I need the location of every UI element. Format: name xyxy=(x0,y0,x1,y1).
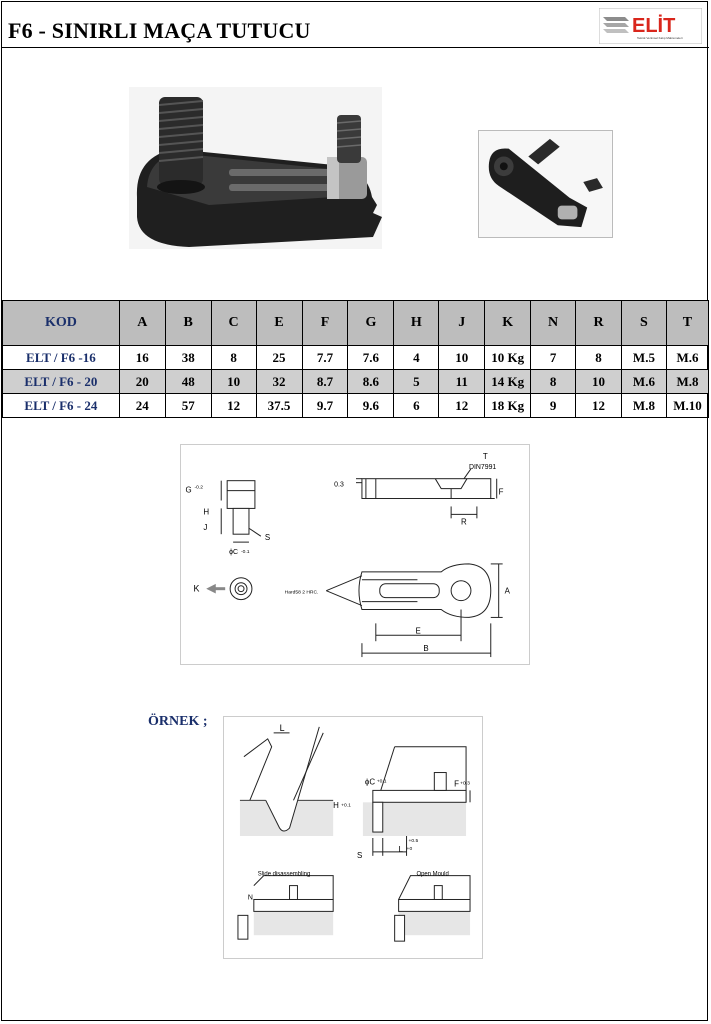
cell-j: 12 xyxy=(439,394,485,418)
dim-k: K xyxy=(193,583,200,594)
cell-g: 8.6 xyxy=(348,370,394,394)
cell-s: M.6 xyxy=(621,370,666,394)
ex-dim-f-tol: +0.3 xyxy=(460,781,470,787)
cell-j: 11 xyxy=(439,370,485,394)
col-header-a: A xyxy=(119,301,165,346)
dim-c-tol: -0.1 xyxy=(241,550,250,556)
cell-a: 20 xyxy=(119,370,165,394)
elit-logo xyxy=(599,8,702,44)
cell-f: 9.7 xyxy=(302,394,348,418)
cell-f: 7.7 xyxy=(302,346,348,370)
table-row xyxy=(3,394,709,418)
hardness-label: Hard58 2 HRC. xyxy=(284,590,319,596)
din-label: DIN7991 xyxy=(468,463,497,471)
col-header-h: H xyxy=(394,301,439,346)
logo-text: ELİT xyxy=(632,15,676,37)
cell-s: M.8 xyxy=(621,394,666,418)
cell-c: 12 xyxy=(211,394,256,418)
cell-n: 7 xyxy=(531,346,576,370)
cell-kod: ELT / F6 - 20 xyxy=(3,370,120,394)
technical-drawing xyxy=(180,444,530,665)
cell-f: 8.7 xyxy=(302,370,348,394)
ex-dim-c-tol: +0.1 xyxy=(376,779,387,785)
cell-g: 7.6 xyxy=(348,346,394,370)
dim-b: B xyxy=(423,644,429,654)
dim-r: R xyxy=(461,517,467,527)
ex-dim-h-tol: +0.1 xyxy=(341,803,351,809)
cell-b: 48 xyxy=(165,370,211,394)
ex-dim-h: H xyxy=(333,801,339,811)
logo-tagline: Teknik Verimsel Kalıp Malzemeleri xyxy=(637,36,683,40)
open-mould-label: Open Mould xyxy=(416,871,449,878)
cell-r: 8 xyxy=(576,346,622,370)
col-header-j: J xyxy=(439,301,485,346)
table-row xyxy=(3,346,709,370)
dim-t: T xyxy=(482,451,488,461)
dim-j: J xyxy=(203,523,208,533)
cell-e: 37.5 xyxy=(256,394,302,418)
dim-e: E xyxy=(415,626,421,636)
dim-g: G xyxy=(185,485,192,495)
cell-n: 9 xyxy=(531,394,576,418)
dim-c: ϕC xyxy=(229,549,239,557)
ex-dim-l: L xyxy=(279,722,285,733)
cell-n: 8 xyxy=(531,370,576,394)
dim-03: 0.3 xyxy=(334,481,344,489)
cell-b: 38 xyxy=(165,346,211,370)
dim-s: S xyxy=(264,533,271,543)
col-header-k: K xyxy=(485,301,531,346)
table-header-row xyxy=(3,301,709,346)
col-header-c: C xyxy=(211,301,256,346)
col-header-g: G xyxy=(348,301,394,346)
cell-c: 8 xyxy=(211,346,256,370)
col-header-kod: KOD xyxy=(3,301,120,346)
col-header-n: N xyxy=(531,301,576,346)
cell-a: 16 xyxy=(119,346,165,370)
col-header-e: E xyxy=(256,301,302,346)
cell-h: 4 xyxy=(394,346,439,370)
cell-s: M.5 xyxy=(621,346,666,370)
dim-f: F xyxy=(498,487,504,497)
col-header-s: S xyxy=(621,301,666,346)
cell-t: M.10 xyxy=(666,394,708,418)
ex-dim-c: ϕC xyxy=(364,777,376,787)
cell-r: 10 xyxy=(576,370,622,394)
ex-dim-l2: L xyxy=(398,844,404,854)
table-row xyxy=(3,370,709,394)
dim-a: A xyxy=(504,586,510,596)
cell-h: 5 xyxy=(394,370,439,394)
ex-dim-n: N xyxy=(247,894,253,902)
cell-kod: ELT / F6 -16 xyxy=(3,346,120,370)
col-header-t: T xyxy=(666,301,708,346)
spec-table xyxy=(2,300,709,418)
cell-kod: ELT / F6 - 24 xyxy=(3,394,120,418)
dim-h: H xyxy=(203,507,210,517)
cell-g: 9.6 xyxy=(348,394,394,418)
page-header xyxy=(2,2,709,48)
ex-dim-l2-tol-top: +0.5 xyxy=(408,838,419,844)
cell-h: 6 xyxy=(394,394,439,418)
product-photo-main xyxy=(129,87,382,249)
example-label: ÖRNEK ; xyxy=(148,714,208,729)
cell-c: 10 xyxy=(211,370,256,394)
col-header-f: F xyxy=(302,301,348,346)
example-drawing xyxy=(223,716,483,959)
slide-label: Slide disassembling xyxy=(257,871,311,878)
product-photo-small xyxy=(478,130,613,238)
ex-dim-l2-tol-bot: +0 xyxy=(406,846,413,852)
cell-a: 24 xyxy=(119,394,165,418)
cell-j: 10 xyxy=(439,346,485,370)
cell-k: 14 Kg xyxy=(485,370,531,394)
cell-t: M.6 xyxy=(666,346,708,370)
dim-g-tol: -0.2 xyxy=(194,485,203,491)
ex-dim-s: S xyxy=(356,850,363,860)
cell-k: 10 Kg xyxy=(485,346,531,370)
page-frame xyxy=(1,1,708,1021)
cell-e: 32 xyxy=(256,370,302,394)
cell-b: 57 xyxy=(165,394,211,418)
cell-e: 25 xyxy=(256,346,302,370)
cell-r: 12 xyxy=(576,394,622,418)
cell-t: M.8 xyxy=(666,370,708,394)
cell-k: 18 Kg xyxy=(485,394,531,418)
col-header-b: B xyxy=(165,301,211,346)
page-title: F6 - SINIRLI MAÇA TUTUCU xyxy=(8,18,311,43)
ex-dim-f: F xyxy=(454,779,460,789)
col-header-r: R xyxy=(576,301,622,346)
